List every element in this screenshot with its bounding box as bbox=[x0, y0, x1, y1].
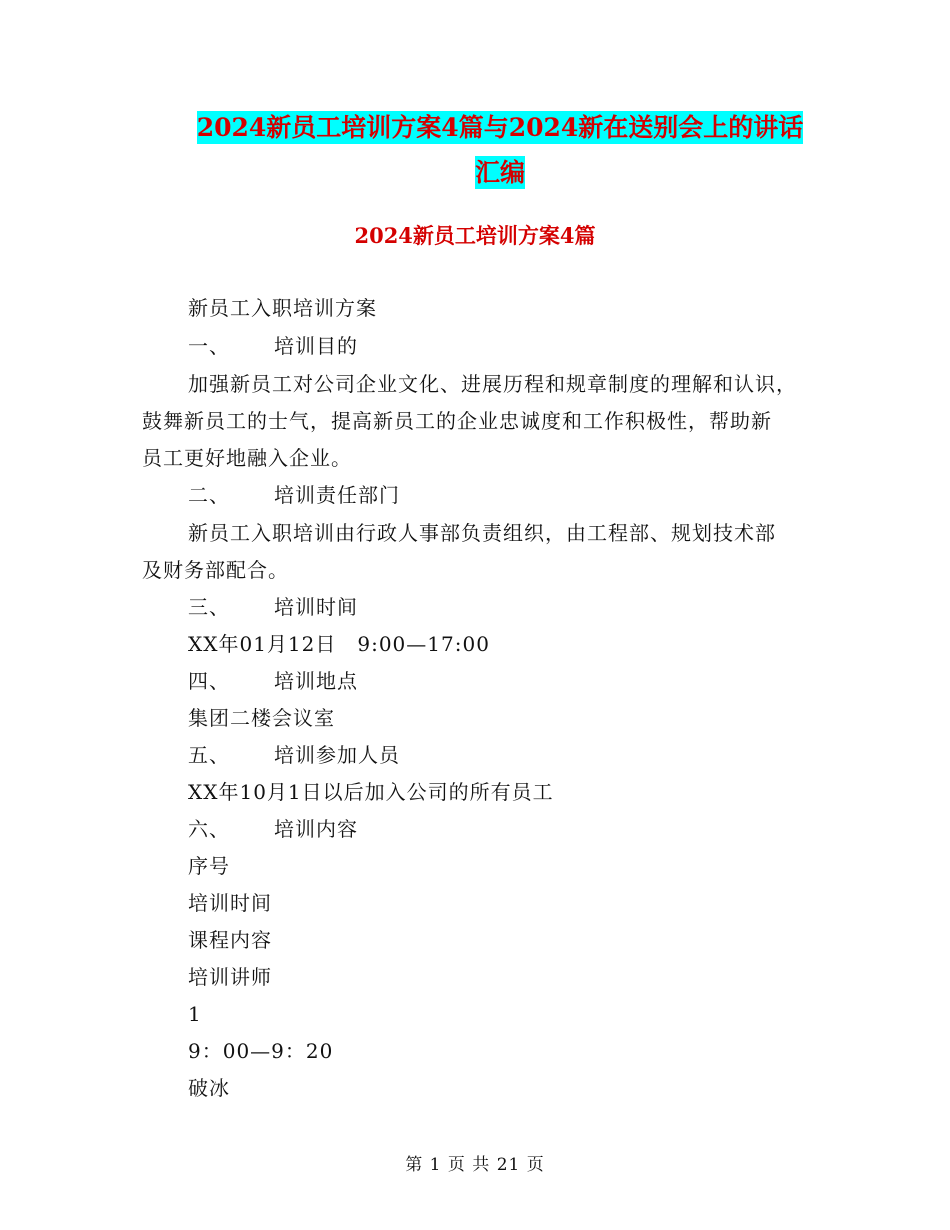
title-highlight: 2024新员工培训方案4篇与2024新在送别会上的讲话 bbox=[196, 113, 804, 142]
paragraph: XX年10月1日以后加入公司的所有员工 bbox=[188, 780, 554, 804]
section-number: 三、 bbox=[188, 595, 230, 619]
section-item bbox=[188, 328, 358, 365]
document-title-line-2 bbox=[140, 153, 860, 193]
section-title: 培训内容 bbox=[274, 817, 358, 841]
section-number: 五、 bbox=[188, 743, 230, 767]
table-cell-text: 序号 bbox=[188, 854, 230, 878]
section-title: 培训目的 bbox=[274, 334, 358, 358]
paragraph: 新员工入职培训方案 bbox=[188, 296, 377, 320]
section-title: 培训时间 bbox=[274, 595, 358, 619]
table-cell-text: 破冰 bbox=[188, 1076, 230, 1100]
table-cell-text: 9：00—9：20 bbox=[188, 1039, 334, 1063]
page-footer: 第 1 页 共 21 页 bbox=[405, 1155, 545, 1175]
paragraph-line: 新员工入职培训由行政人事部负责组织，由工程部、规划技术部 bbox=[188, 521, 776, 545]
paragraph: XX年01月12日 9:00—17:00 bbox=[188, 632, 490, 656]
paragraph: 集团二楼会议室 bbox=[188, 706, 335, 730]
section-item bbox=[188, 737, 400, 774]
section-heading: 2024新员工培训方案4篇 bbox=[354, 223, 596, 248]
section-item bbox=[188, 663, 358, 700]
section-number: 一、 bbox=[188, 334, 230, 358]
document-title-line-1 bbox=[140, 108, 860, 148]
section-item bbox=[188, 589, 358, 626]
section-title: 培训参加人员 bbox=[274, 743, 400, 767]
paragraph-line: 加强新员工对公司企业文化、进展历程和规章制度的理解和认识， bbox=[188, 372, 797, 396]
section-title: 培训地点 bbox=[274, 669, 358, 693]
section-number: 二、 bbox=[188, 483, 230, 507]
paragraph-line: 鼓舞新员工的士气，提高新员工的企业忠诚度和工作积极性，帮助新 bbox=[142, 409, 772, 433]
paragraph-line: 员工更好地融入企业。 bbox=[142, 446, 352, 470]
section-item bbox=[188, 811, 358, 848]
section-item bbox=[188, 477, 400, 514]
table-cell-text: 培训讲师 bbox=[188, 965, 272, 989]
paragraph-line: 及财务部配合。 bbox=[142, 558, 289, 582]
section-title: 培训责任部门 bbox=[274, 483, 400, 507]
section-number: 四、 bbox=[188, 669, 230, 693]
table-cell-text: 1 bbox=[188, 1002, 202, 1026]
table-cell-text: 课程内容 bbox=[188, 928, 272, 952]
table-cell-text: 培训时间 bbox=[188, 891, 272, 915]
section-number: 六、 bbox=[188, 817, 230, 841]
title-highlight: 汇编 bbox=[474, 158, 525, 187]
